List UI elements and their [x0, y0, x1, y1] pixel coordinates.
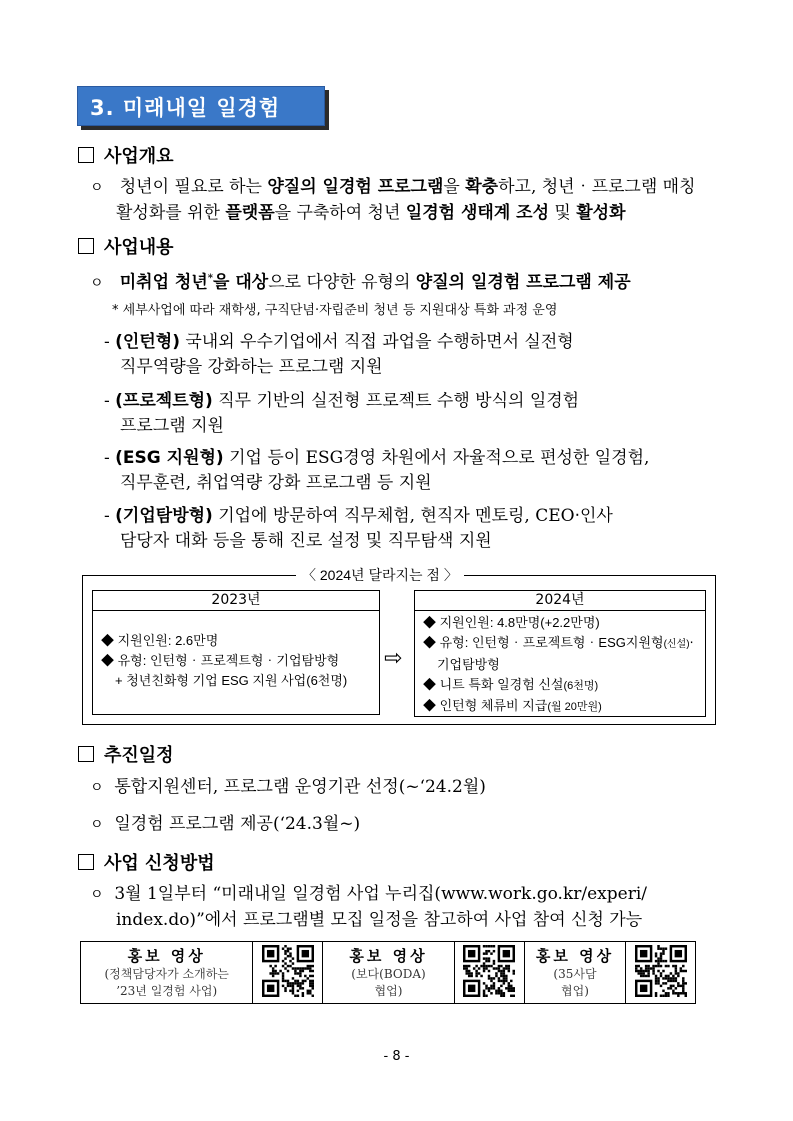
list-item: ◆ 유형: 인턴형‧프로젝트형‧기업탐방형	[101, 653, 340, 668]
list-item: + 청년친화형 기업 ESG 지원 사업(6천명)	[115, 673, 348, 688]
list-item: ◆ 인턴형 체류비 지급(월 20만원)	[423, 698, 602, 713]
list-item: ◆ 유형: 인턴형‧프로젝트형‧ESG지원형(신설)‧	[423, 635, 694, 650]
content-heading: 사업내용	[78, 233, 174, 259]
qr-code-icon[interactable]	[626, 942, 696, 1004]
checkbox-square-icon	[78, 746, 94, 762]
promo-cell: 홍보 영상 (보다(BODA) 협업)	[322, 942, 454, 1004]
year-2024-title: 2024년	[415, 591, 705, 611]
schedule-item: ㅇ 통합지원센터, 프로그램 운영기관 선정(~‘24.2월)	[90, 777, 486, 797]
program-item: - (프로젝트형) 직무 기반의 실전형 프로젝트 수행 방식의 일경험 프로그램 지원	[104, 391, 580, 436]
content-note: * 세부사업에 따라 재학생, 구직단념‧자립준비 청년 등 지원대상 특화 과정 운영	[112, 303, 558, 318]
checkbox-square-icon	[78, 854, 94, 870]
promo-cell: 홍보 영상 (정책담당자가 소개하는 ’23년 일경험 사업)	[81, 942, 253, 1004]
list-item: 기업탐방형	[437, 657, 500, 672]
program-item: - (기업탐방형) 기업에 방문하여 직무체험, 현직자 멘토링, CEO‧인사 담당자 대화 등을 통해 진로 설정 및 직무탐색 지원	[104, 506, 613, 551]
list-item: ◆ 니트 특화 일경험 신설(6천명)	[423, 677, 599, 692]
year-2023-box	[92, 590, 380, 715]
year-2023-title: 2023년	[93, 591, 379, 611]
page-number: - 8 -	[383, 1049, 410, 1064]
program-item: - (인턴형) 국내외 우수기업에서 직접 과업을 수행하면서 실전형 직무역량을 강화하는 프로그램 지원	[104, 332, 574, 377]
checkbox-square-icon	[78, 147, 94, 163]
overview-heading: 사업개요	[78, 142, 174, 168]
list-item: ◆ 지원인원: 4.8만명(+2.2만명)	[423, 615, 600, 630]
changes-caption: 〈 2024년 달라지는 점 〉	[296, 565, 464, 585]
apply-heading: 사업 신청방법	[78, 849, 215, 875]
section-title-box	[77, 86, 325, 126]
overview-paragraph: ㅇ 청년이 필요로 하는 양질의 일경험 프로그램을 확충하고, 청년‧프로그램 매칭 활성화를 위한 플랫폼을 구축하여 청년 일경험 생태계 조성 및 활성화	[90, 177, 696, 223]
apply-paragraph: ㅇ 3월 1일부터 “미래내일 일경험 사업 누리집(www.work.go.kr/experi/ index.do)”에서 프로그램별 모집 일정을 참고하여 사업 참여 신청 가능	[90, 884, 647, 930]
section-title: 3. 미래내일 일경험	[90, 96, 281, 120]
qr-code-icon[interactable]	[253, 942, 323, 1004]
content-main-line: ㅇ 미취업 청년*을 대상으로 다양한 유형의 양질의 일경험 프로그램 제공	[90, 272, 631, 293]
promo-table	[80, 941, 696, 1004]
schedule-heading: 추진일정	[78, 741, 174, 767]
program-item: - (ESG 지원형) 기업 등이 ESG경영 차원에서 자율적으로 편성한 일경험, 직무훈련, 취업역량 강화 프로그램 등 지원	[104, 448, 650, 493]
list-item: ◆ 지원인원: 2.6만명	[101, 633, 219, 648]
year-2024-box	[414, 590, 706, 717]
qr-code-icon[interactable]	[455, 942, 525, 1004]
right-arrow-icon: ⇨	[384, 646, 403, 671]
checkbox-square-icon	[78, 238, 94, 254]
promo-cell: 홍보 영상 (35사담 협업)	[524, 942, 626, 1004]
schedule-item: ㅇ 일경험 프로그램 제공(‘24.3월~)	[90, 814, 361, 834]
